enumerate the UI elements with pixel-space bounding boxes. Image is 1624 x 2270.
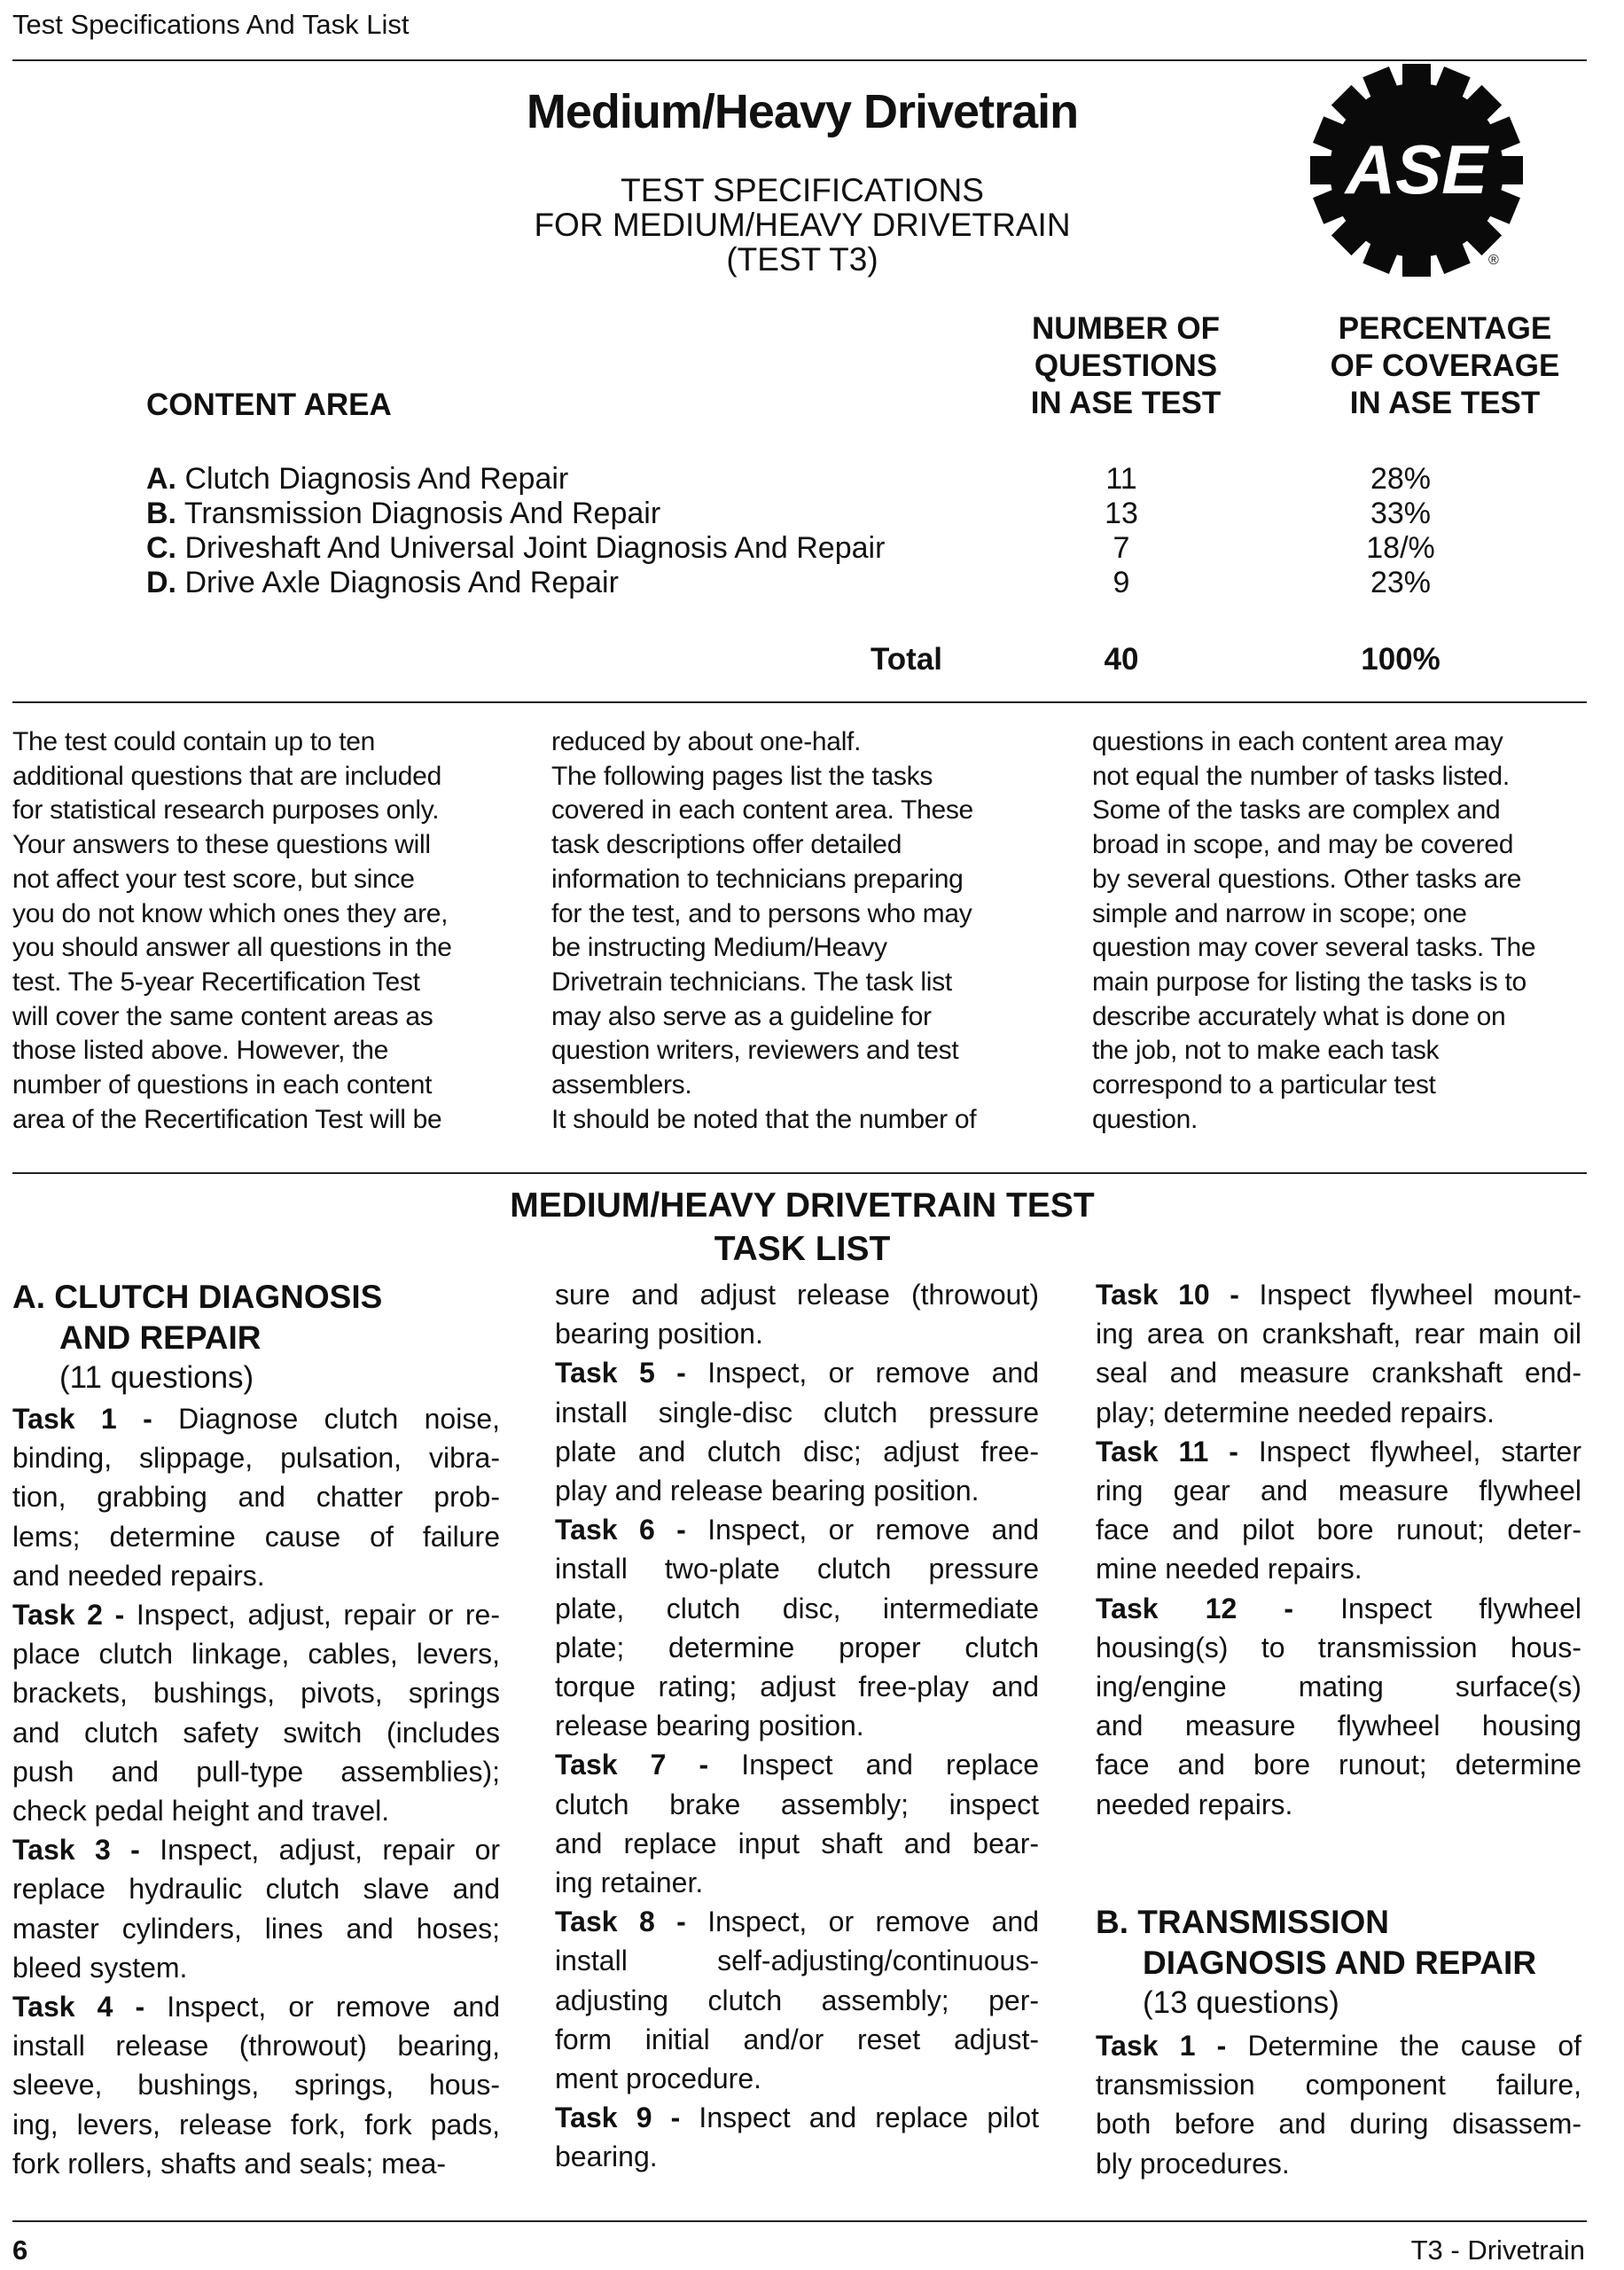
task-text: Inspect, adjust, repair or [160,1834,501,1867]
page-title: Medium/Heavy Drivetrain [526,85,1079,138]
content-area-name: Driveshaft And Universal Joint Diagnosis And Repair [184,531,886,565]
task-line: clutch brake assembly; inspect [555,1788,1039,1820]
intro-line: The following pages list the tasks [551,761,933,791]
task-line: ing retainer. [555,1867,704,1899]
intro-line: by several questions. Other tasks are [1092,864,1522,894]
intro-column-1 [12,725,535,1137]
task-text: Inspect flywheel mount- [1259,1279,1581,1311]
task-line: face and bore runout; determine [1096,1749,1581,1781]
intro-line: It should be noted that the number of [551,1104,977,1134]
task-label: Task 1 - [12,1403,152,1435]
task-label: Task 9 - [555,2102,681,2134]
header-rule [12,59,1587,61]
intro-line: describe accurately what is done on [1092,1001,1506,1031]
task-text: Inspect and replace pilot [699,2102,1040,2134]
total-label: Total [871,642,943,677]
header-line: NUMBER OF [1032,311,1220,346]
header-line: IN ASE TEST [1030,386,1222,420]
intro-line: for statistical research purposes only. [12,795,440,826]
task-line: housing(s) to transmission hous- [1096,1631,1581,1663]
task-line: plate, clutch disc, intermediate [555,1592,1039,1624]
intro-line: additional questions that are included [12,761,441,791]
task-line: torque rating; adjust free-play and [555,1671,1039,1703]
coverage-percent-cell: 28% [1370,462,1432,496]
task-line [12,1830,500,1869]
task-line [1096,1275,1581,1314]
task-label: Task 4 - [12,1991,145,2023]
subtitle-line: FOR MEDIUM/HEAVY DRIVETRAIN [534,207,1071,243]
task-line: bleed system. [12,1951,188,1984]
task-line: install single-disc clutch pressure [555,1396,1039,1429]
content-area-letter: B. [146,497,176,530]
content-area-letter: D. [146,566,176,599]
intro-column-3 [1092,725,1606,1137]
ase-logo [1308,62,1526,279]
question-count-cell: 9 [1113,566,1130,599]
task-line: install two-plate clutch pressure [555,1553,1039,1585]
section-b-heading [1096,1902,1592,2023]
task-text: Inspect, or remove and [707,1514,1040,1546]
intro-line: Your answers to these questions will [12,830,431,860]
page-number: 6 [12,2235,28,2266]
task-line [555,1902,1039,1941]
task-line: lems; determine cause of failure [12,1520,500,1553]
task-text: Inspect flywheel [1340,1592,1582,1624]
task-line: plate; determine proper clutch [555,1631,1039,1663]
section-letter: B. [1096,1904,1128,1940]
intro-line: reduced by about one-half. [551,727,862,756]
task-line: and needed repairs. [12,1559,265,1592]
task-line: binding, slippage, pulsation, vibra- [12,1442,500,1475]
questions-column-header [984,310,1268,422]
task-line: bly procedures. [1096,2147,1290,2180]
task-line: plate and clutch disc; adjust free- [555,1435,1039,1468]
task-label: Task 6 - [555,1514,686,1546]
footer-title: T3 - Drivetrain [1410,2235,1585,2266]
task-line: replace hydraulic clutch slave and [12,1873,500,1906]
content-area-row [146,462,568,497]
task-text: Inspect, or remove and [167,1991,500,2023]
section-a-tasks-column-1 [12,1399,500,2183]
intro-line: test. The 5-year Recertification Test [12,967,420,997]
header-line: OF COVERAGE [1330,348,1560,383]
intro-line: assemblers. [551,1070,692,1100]
task-label: Task 8 - [555,1906,686,1938]
intro-line: Drivetrain technicians. The task list [551,967,952,997]
intro-line: questions in each content area may [1092,727,1503,756]
intro-line: question. [1092,1104,1198,1134]
intro-line: question may cover several tasks. The [1092,933,1536,963]
intro-line: task descriptions offer detailed [551,830,902,860]
section-title: DIAGNOSIS AND REPAIR [1143,1945,1537,1981]
task-line: sleeve, bushings, springs, hous- [12,2069,500,2102]
task-line: transmission component failure, [1096,2069,1581,2102]
task-line: play; determine needed repairs. [1096,1396,1495,1429]
question-count: (11 questions) [59,1360,254,1395]
intro-line: may also serve as a guideline for [551,1001,932,1031]
task-line [555,1745,1039,1784]
coverage-percent-cell: 23% [1370,566,1432,599]
coverage-column-header [1285,310,1604,422]
task-list-heading-line: TASK LIST [714,1230,891,1268]
intro-line: area of the Recertification Test will be [12,1104,442,1134]
intro-line: correspond to a particular test [1092,1070,1436,1100]
task-label: Task 2 - [12,1599,125,1632]
task-line: needed repairs. [1096,1788,1293,1820]
task-line: push and pull-type assemblies); [12,1755,500,1788]
intro-line: Some of the tasks are complex and [1092,795,1501,826]
task-line: adjusting clutch assembly; per- [555,1984,1039,2016]
task-line [12,1399,500,1438]
registered-mark: ® [1488,253,1499,268]
content-area-name: Clutch Diagnosis And Repair [184,462,569,496]
task-label: Task 11 - [1096,1435,1238,1468]
task-line: and clutch safety switch (includes [12,1716,500,1749]
content-area-row [146,566,619,600]
total-questions: 40 [1104,642,1139,677]
question-count: (13 questions) [1143,1985,1339,2020]
task-label: Task 12 - [1096,1592,1294,1624]
intro-line: not affect your test score, but since [12,864,415,894]
intro-line: be instructing Medium/Heavy [551,933,887,963]
task-line [555,1510,1039,1549]
task-text: Inspect, or remove and [707,1357,1040,1389]
section-a-tasks-column-3 [1096,1275,1581,1824]
task-text: Inspect, or remove and [707,1906,1040,1938]
task-text: Inspect, adjust, repair or re- [136,1599,500,1632]
task-line: and replace input shaft and bear- [555,1827,1039,1859]
task-line: release bearing position. [555,1710,864,1742]
task-line [1096,2026,1581,2065]
running-header: Test Specifications And Task List [12,9,410,40]
task-list-heading-line: MEDIUM/HEAVY DRIVETRAIN TEST [510,1186,1095,1225]
task-line: install self-adjusting/continuous- [555,1945,1039,1977]
content-area-header: CONTENT AREA [146,387,392,422]
header-line: IN ASE TEST [1349,386,1541,420]
intro-line: The test could contain up to ten [12,727,376,756]
intro-line: you do not know which ones they are, [12,898,449,928]
task-line: ing/engine mating surface(s) [1096,1671,1581,1703]
subtitle-line: (TEST T3) [726,241,878,278]
question-count-cell: 7 [1113,531,1130,565]
task-line: master cylinders, lines and hoses; [12,1912,500,1945]
content-area-letter: A. [146,462,176,496]
task-line [12,1595,500,1634]
intro-line: will cover the same content areas as [12,1001,433,1031]
task-line [555,2098,1039,2137]
intro-line: simple and narrow in scope; one [1092,898,1467,928]
question-count-cell: 11 [1105,462,1137,496]
task-line: tion, grabbing and chatter prob- [12,1481,500,1514]
table-rule [12,701,1587,703]
section-title: CLUTCH DIAGNOSIS [54,1279,383,1315]
content-area-letter: C. [146,531,176,565]
task-line: ing area on crankshaft, rear main oil [1096,1318,1581,1350]
task-line: mine needed repairs. [1096,1553,1362,1585]
task-line: face and pilot bore runout; deter- [1096,1514,1581,1546]
task-text: Inspect flywheel, starter [1258,1435,1582,1468]
intro-line: broad in scope, and may be covered [1092,830,1514,860]
task-label: Task 5 - [555,1357,686,1389]
section-title: AND REPAIR [59,1319,262,1356]
section-title: TRANSMISSION [1137,1904,1389,1940]
question-count-cell: 13 [1105,497,1138,530]
task-line: bearing position. [555,1318,763,1350]
intro-line: number of questions in each content [12,1070,433,1100]
header-line: QUESTIONS [1034,348,1218,383]
intro-line: for the test, and to persons who may [551,898,972,928]
task-line: play and release bearing position. [555,1475,980,1507]
task-line: both before and during disassem- [1096,2108,1581,2141]
task-label: Task 1 - [1096,2030,1227,2062]
intro-line: those listed above. However, the [12,1036,388,1066]
task-line: place clutch linkage, cables, levers, [12,1638,500,1671]
intro-line: covered in each content area. These [551,795,973,826]
subtitle-line: TEST SPECIFICATIONS [621,172,984,208]
footer-rule [12,2220,1587,2222]
task-line [1096,1432,1581,1471]
logo-text: ASE [1345,130,1488,208]
section-b-tasks [1096,2026,1581,2183]
task-line: seal and measure crankshaft end- [1096,1357,1581,1389]
task-text: Inspect and replace [741,1749,1039,1781]
task-line: sure and adjust release (throwout) [555,1279,1039,1311]
task-line: ing, levers, release fork, fork pads, [12,2108,500,2141]
task-line: install release (throwout) bearing, [12,2030,500,2063]
total-percent: 100% [1361,642,1441,677]
task-label: Task 10 - [1096,1279,1239,1311]
task-line: check pedal height and travel. [12,1795,390,1828]
intro-column-2 [551,725,1074,1137]
intro-line: information to technicians preparing [551,864,964,894]
intro-line: not equal the number of tasks listed. [1092,761,1510,791]
intro-line: main purpose for listing the tasks is to [1092,967,1526,997]
intro-line: the job, not to make each task [1092,1036,1440,1066]
section-letter: A. [12,1279,45,1315]
content-area-name: Drive Axle Diagnosis And Repair [184,566,619,599]
task-list-heading [0,1184,1604,1271]
intro-line: you should answer all questions in the [12,933,452,963]
section-a-heading [12,1277,509,1397]
content-area-row [146,497,660,531]
coverage-percent-cell: 18/% [1366,531,1435,565]
content-area-name: Transmission Diagnosis And Repair [183,497,661,530]
task-line: fork rollers, shafts and seals; mea- [12,2147,447,2180]
task-label: Task 3 - [12,1834,140,1867]
task-text: Diagnose clutch noise, [178,1403,500,1435]
task-line [555,1353,1039,1392]
task-text: Determine the cause of [1247,2030,1582,2062]
intro-rule [12,1172,1587,1174]
task-line: and measure flywheel housing [1096,1710,1581,1742]
task-line: ring gear and measure flywheel [1096,1475,1581,1507]
task-line: bearing. [555,2141,658,2173]
task-line: form initial and/or reset adjust- [555,2023,1039,2055]
content-area-row [146,531,885,566]
task-line [1096,1589,1581,1628]
task-label: Task 7 - [555,1749,709,1781]
header-line: PERCENTAGE [1338,311,1552,346]
coverage-percent-cell: 33% [1370,497,1432,530]
section-a-tasks-column-2 [555,1275,1039,2177]
task-line: brackets, bushings, pivots, springs [12,1677,500,1710]
intro-line: question writers, reviewers and test [551,1036,959,1066]
task-line: ment procedure. [555,2063,762,2095]
task-line [12,1987,500,2026]
